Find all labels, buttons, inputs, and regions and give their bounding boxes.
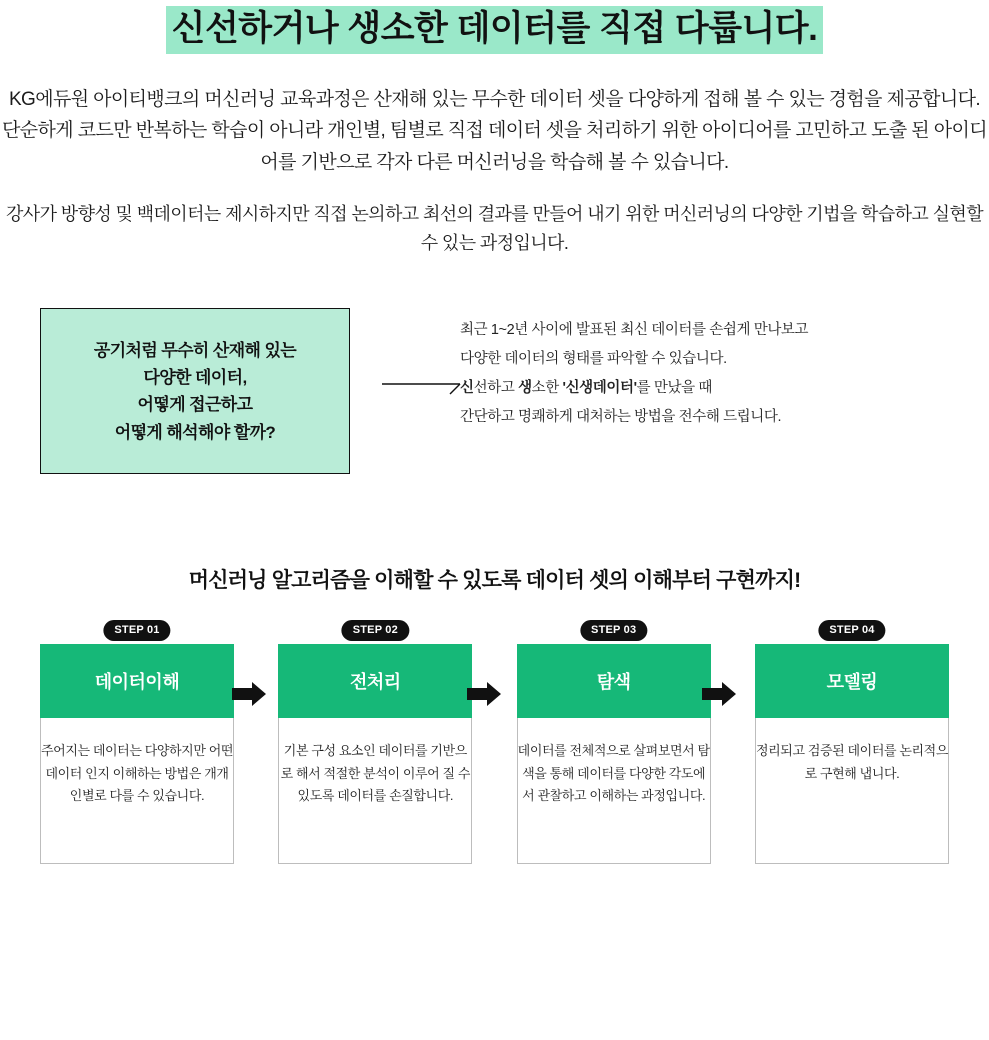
step-header bbox=[278, 644, 472, 718]
headline-section bbox=[0, 0, 989, 54]
question-answer-section bbox=[0, 308, 989, 528]
step-card bbox=[755, 624, 949, 864]
answer-line-2: 다양한 데이터의 형태를 파악할 수 있습니다. bbox=[460, 351, 727, 368]
step-connector-arrow-icon bbox=[232, 682, 266, 706]
answer-plain-2: 소한 bbox=[531, 380, 563, 397]
step-card bbox=[40, 624, 234, 864]
answer-text bbox=[460, 316, 960, 432]
step-description: 주어지는 데이터는 다양하지만 어떤 데이터 인지 이해하는 방법은 개개인별로 다를 수 있습니다. bbox=[41, 743, 234, 804]
step-body bbox=[40, 718, 234, 864]
step-body bbox=[755, 718, 949, 864]
step-connector-arrow-icon bbox=[702, 682, 736, 706]
question-line-4: 어떻게 해석해야 할까? bbox=[114, 422, 276, 442]
step-badge: STEP 02 bbox=[342, 620, 409, 641]
step-card bbox=[517, 624, 711, 864]
question-box bbox=[40, 308, 350, 474]
step-badge: STEP 01 bbox=[103, 620, 170, 641]
answer-emphasis-1: 신 bbox=[460, 380, 474, 397]
step-connector-arrow-icon bbox=[467, 682, 501, 706]
answer-plain-1: 선하고 bbox=[473, 380, 519, 397]
step-header bbox=[40, 644, 234, 718]
question-line-2: 다양한 데이터, bbox=[143, 368, 247, 388]
answer-line-1: 최근 1~2년 사이에 발표된 최신 데이터를 손쉽게 만나보고 bbox=[460, 322, 809, 339]
step-badge: STEP 04 bbox=[818, 620, 885, 641]
page-title: 신선하거나 생소한 데이터를 직접 다룹니다. bbox=[166, 6, 824, 54]
step-card bbox=[278, 624, 472, 864]
step-body bbox=[278, 718, 472, 864]
step-badge: STEP 03 bbox=[580, 620, 647, 641]
step-title: 전처리 bbox=[349, 672, 401, 693]
steps-heading: 머신러닝 알고리즘을 이해할 수 있도록 데이터 셋의 이해부터 구현까지! bbox=[188, 569, 801, 593]
step-description: 데이터를 전체적으로 살펴보면서 탐색을 통해 데이터를 다양한 각도에서 관찰하고 이해하는 과정입니다. bbox=[517, 743, 710, 804]
question-line-3: 어떻게 접근하고 bbox=[137, 395, 253, 415]
question-text bbox=[94, 337, 296, 446]
step-header bbox=[517, 644, 711, 718]
step-title: 모델링 bbox=[826, 672, 878, 693]
step-header bbox=[755, 644, 949, 718]
step-title: 탐색 bbox=[596, 672, 631, 693]
step-body bbox=[517, 718, 711, 864]
answer-line-3 bbox=[460, 374, 960, 403]
arrow-right-icon bbox=[382, 380, 470, 400]
steps-section bbox=[0, 624, 989, 864]
answer-line-4: 간단하고 명쾌하게 대처하는 방법을 전수해 드립니다. bbox=[460, 409, 782, 426]
answer-emphasis-keyword: '신생데이터' bbox=[562, 380, 637, 397]
answer-emphasis-2: 생 bbox=[518, 380, 532, 397]
intro-paragraph-1: KG에듀원 아이티뱅크의 머신러닝 교육과정은 산재해 있는 무수한 데이터 셋을 다양하게 접해 볼 수 있는 경험을 제공합니다. 단순하게 코드만 반복하는 학습이 아니라 개인별, 팀별로 직접 데이터 셋을 처리하기 위한 아이디어를 고민하고 도출 된 아이디어를 기반으로 각자 다른 머신러닝을 학습해 볼 수 있습니다. bbox=[2, 89, 987, 173]
step-description: 기본 구성 요소인 데이터를 기반으로 해서 적절한 분석이 이루어 질 수 있도록 데이터를 손질합니다. bbox=[280, 743, 471, 804]
question-line-1: 공기처럼 무수히 산재해 있는 bbox=[93, 340, 297, 360]
answer-plain-3: 를 만났을 때 bbox=[636, 380, 712, 397]
step-description: 정리되고 검증된 데이터를 논리적으로 구현해 냅니다. bbox=[755, 743, 948, 781]
intro-paragraph-2: 강사가 방향성 및 백데이터는 제시하지만 직접 논의하고 최선의 결과를 만들어 내기 위한 머신러닝의 다양한 기법을 학습하고 실현할 수 있는 과정입니다. bbox=[6, 204, 983, 254]
step-title: 데이터이해 bbox=[94, 672, 180, 693]
